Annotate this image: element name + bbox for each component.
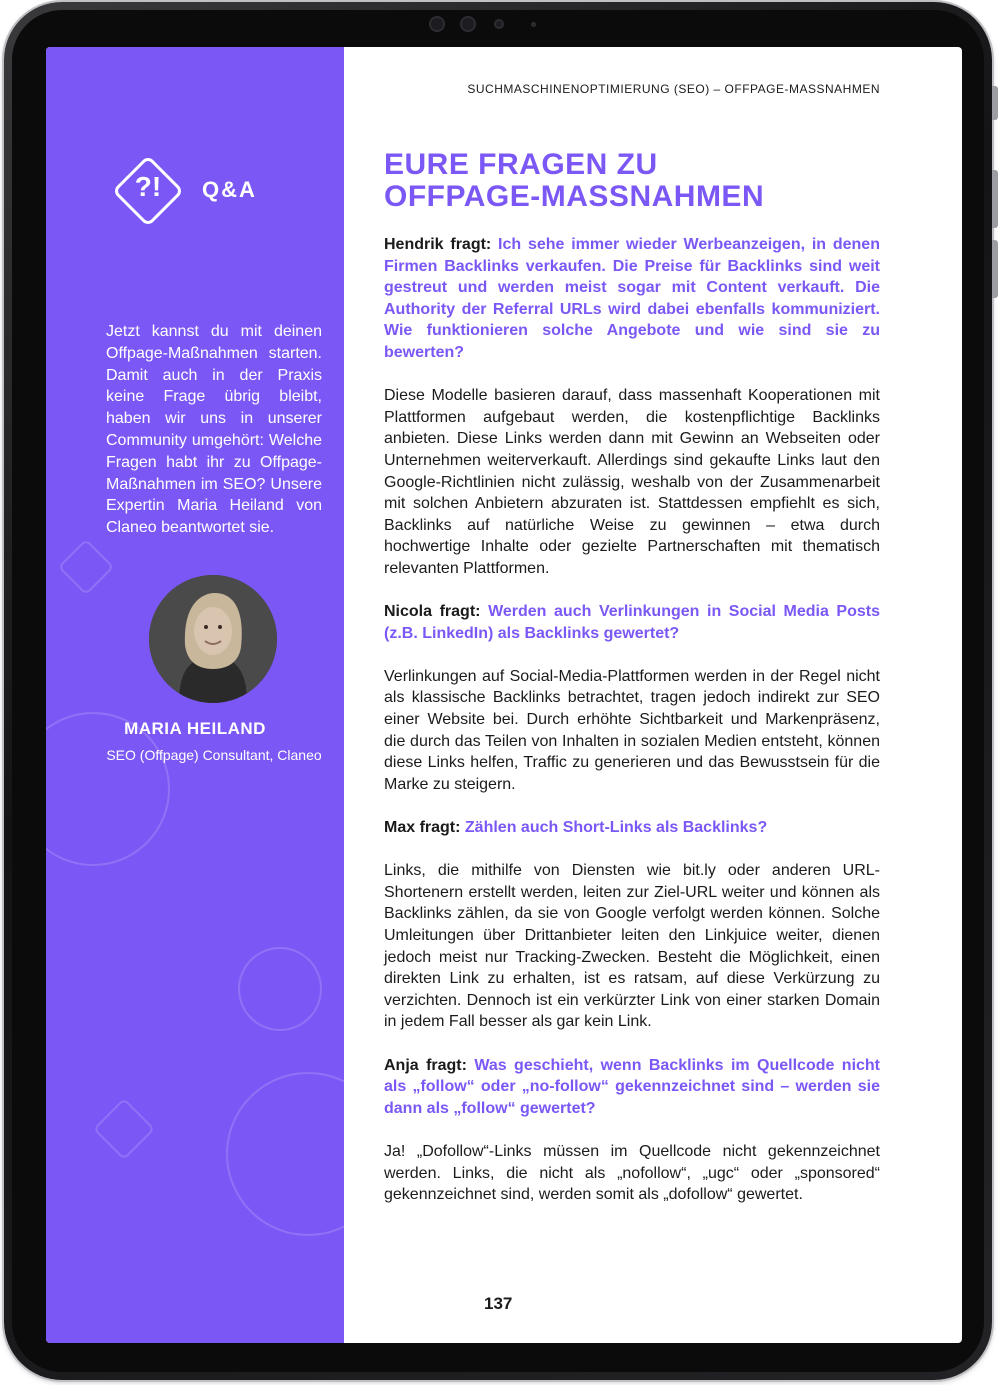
question — [384, 1055, 880, 1120]
expert-name: MARIA HEILAND — [124, 719, 266, 738]
decor-diamond — [58, 539, 115, 596]
qa-icon-symbol: ?! — [134, 171, 162, 202]
tablet-top-button — [992, 86, 998, 120]
asker: Hendrik fragt: — [384, 236, 492, 253]
volume-up-button — [992, 170, 998, 228]
question — [384, 601, 880, 644]
page-number: 137 — [484, 1294, 513, 1313]
intro-text: Jetzt kannst du mit deinen Offpage-Maßnahmen starten. Damit auch in der Praxis keine Frage übrig bleibt, haben wir uns in unserer Community umgehört: Welche Fragen habt ihr zu Offpage-Maßnahmen im SEO? Unsere Expertin Maria Heiland von Claneo beantwortet sie. — [106, 323, 322, 537]
page-title-line-2: OFFPAGE-MASSNAHMEN — [384, 180, 765, 213]
question-text: Zählen auch Short-Links als Backlinks? — [464, 819, 768, 837]
page-title-line-1: EURE FRAGEN ZU — [384, 148, 658, 181]
answer-text: Links, die mithilfe von Diensten wie bit.ly oder anderen URL-Shortenern erstellt werden, leiten zur Ziel-URL weiter und können als Backlinks zählen, da sie von Google verfolgt werden können. Solche Umleitungen über Drittanbieter leiten den Linkjuice weiter, dienen jedoch meist nur Tracking-Zwecken. Besteht die Möglichkeit, einen direkten Link zu erhalten, ist es ratsam, auf diese Verkürzung zu verzichten. Dennoch ist ein verkürzter Link von einer starken Domain in jedem Fall besser als gar kein Link. — [384, 862, 880, 1031]
page-title — [384, 149, 854, 213]
qa-item — [384, 234, 880, 580]
asker: Anja fragt: — [384, 1056, 467, 1074]
expert-role: SEO (Offpage) Consultant, Claneo — [106, 747, 322, 763]
question-text: Was geschieht, wenn Backlinks im Quellcode nicht als „follow“ oder „no-follow“ gekennzeichnet sind – werden sie dann als „follow“ gewertet? — [384, 1056, 881, 1117]
question — [384, 234, 880, 364]
screen — [46, 47, 962, 1343]
sidebar — [46, 47, 344, 1343]
camera-sensor-icon — [429, 16, 445, 32]
qa-icon — [106, 149, 190, 233]
question — [384, 817, 880, 839]
tablet-frame — [4, 2, 992, 1380]
expert-avatar — [149, 575, 277, 703]
volume-down-button — [992, 240, 998, 298]
question-text: Werden auch Verlinkungen in Social Media Posts (z.B. LinkedIn) als Backlinks gewertet? — [384, 603, 880, 642]
decor-circle-large — [226, 1072, 344, 1236]
question-text: Ich sehe immer wieder Werbeanzeigen, in denen Firmen Backlinks verkaufen. Die Preise für Backlinks sind weit gestreut und werden meist sogar mit Content verkauft. Die Authority der Referral URLs wird dabei ebenfalls kommuniziert. Wie funktionieren solche Angebote und wie sind sie zu bewerten? — [384, 236, 880, 361]
camera-lens-icon — [460, 16, 476, 32]
qa-item — [384, 1055, 880, 1206]
qa-item — [384, 817, 880, 1033]
decor-diamond-small — [93, 1098, 155, 1160]
answer-text: Diese Modelle basieren darauf, dass massenhaft Kooperationen mit Plattformen aufgebaut werden, die kostenpflichtige Backlinks anbieten. Diese Links werden dann mit Gewinn an Webseiten oder Unternehmen weiterverkauft. Allerdings sind gekaufte Links laut den Google-Richtlinien nicht zulässig, weshalb von der Zusammenarbeit mit solchen Anbietern abzuraten ist. Stattdessen empfiehlt es sich, Backlinks auf natürliche Weise zu gewinnen – etwa durch hochwertige Inhalte oder gezielte Partnerschaften mit thematisch relevanten Plattformen. — [384, 387, 880, 577]
asker: Nicola fragt: — [384, 603, 481, 621]
running-title: SUCHMASCHINENOPTIMIERUNG (SEO) – OFFPAGE-MASSNAHMEN — [467, 82, 880, 96]
camera-dot-icon — [494, 19, 504, 29]
ambient-sensor-icon — [531, 22, 536, 27]
decor-ring — [238, 947, 322, 1031]
qa-list — [384, 234, 880, 1227]
asker: Max fragt: — [384, 819, 461, 837]
qa-label: Q&A — [202, 177, 257, 202]
answer-text: Verlinkungen auf Social-Media-Plattformen werden in der Regel nicht als klassische Backlinks betrachtet, tragen jedoch indirekt zur SEO einer Website bei. Durch erhöhte Sichtbarkeit und Markenpräsenz, die durch das Teilen von Inhalten in sozialen Medien entsteht, können diese Links helfen, Traffic zu generieren und das Bewusstsein für die Marke zu steigern. — [384, 667, 880, 793]
qa-item — [384, 601, 880, 795]
answer-text: Ja! „Dofollow“-Links müssen im Quellcode nicht gekennzeichnet werden. Links, die nicht als „nofollow“, „ugc“ oder „sponsored“ gekennzeichnet sind, werden somit als „dofollow“ gewertet. — [384, 1142, 880, 1204]
